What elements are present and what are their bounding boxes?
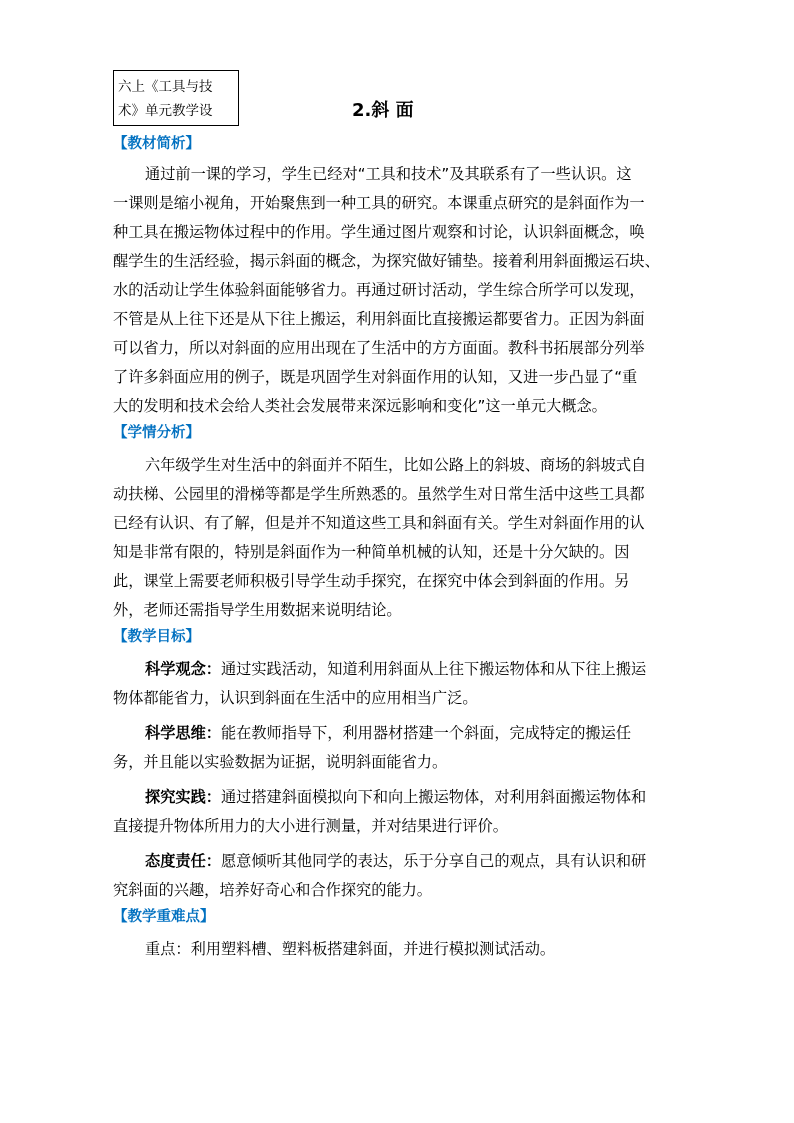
goal-text: 物体都能省力，认识到斜面在生活中的应用相当广泛。 (113, 689, 478, 707)
lesson-title: 2.斜 面 (352, 100, 414, 121)
goal-label: 探究实践： (145, 788, 221, 806)
text-line: 外，老师还需指导学生用数据来说明结论。 (113, 601, 402, 619)
goal-text: 通过实践活动，知道利用斜面从上往下搬运物体和从下往上搬运 (220, 660, 647, 678)
paragraph-analysis (113, 160, 685, 421)
goal-text: 直接提升物体所用力的大小进行测量，并对结果进行评价。 (113, 817, 508, 835)
goal-text: 通过搭建斜面模拟向下和向上搬运物体，对利用斜面搬运物体和 (220, 788, 647, 806)
text-line: 知是非常有限的，特别是斜面作为一种简单机械的认知，还是十分欠缺的。因 (113, 543, 630, 561)
goal-text: 究斜面的兴趣，培养好奇心和合作探究的能力。 (113, 881, 432, 899)
goal-label: 科学观念： (145, 660, 221, 678)
goal-item (113, 655, 685, 713)
section-heading-keypoints: 【教学重难点】 (113, 909, 215, 925)
text-line: 通过前一课的学习，学生已经对“工具和技术”及其联系有了一些认识。这 (145, 165, 632, 183)
text-line: 已经有认识、有了解，但是并不知道这些工具和斜面有关。学生对斜面作用的认 (113, 514, 645, 532)
text-line: 了许多斜面应用的例子，既是巩固学生对斜面作用的认知，又进一步凸显了“重 (113, 368, 638, 386)
text-line: 种工具在搬运物体过程中的作用。学生通过图片观察和讨论，认识斜面概念，唤 (113, 223, 645, 241)
text-line: 水的活动让学生体验斜面能够省力。再通过研讨活动，学生综合所学可以发现， (113, 281, 645, 299)
section-heading-analysis: 【教材简析】 (113, 136, 200, 152)
text-line: 一课则是缩小视角，开始聚焦到一种工具的研究。本课重点研究的是斜面作为一 (113, 194, 645, 212)
section-heading-goals: 【教学目标】 (113, 629, 200, 645)
text-line: 六年级学生对生活中的斜面并不陌生，比如公路上的斜坡、商场的斜坡式自 (145, 456, 647, 474)
text-line: 动扶梯、公园里的滑梯等都是学生所熟悉的。虽然学生对日常生活中这些工具都 (113, 485, 645, 503)
text-line: 不管是从上往下还是从下往上搬运，利用斜面比直接搬运都要省力。正因为斜面 (113, 310, 645, 328)
text-line: 重点：利用塑料槽、塑料板搭建斜面，并进行模拟测试活动。 (145, 940, 556, 958)
unit-label-line-1: 六上《工具与技 (118, 79, 213, 95)
goal-label: 态度责任： (145, 852, 221, 870)
goal-text: 能在教师指导下，利用器材搭建一个斜面，完成特定的搬运任 (220, 724, 631, 742)
unit-label-line-2: 术》单元教学设 (118, 103, 213, 119)
text-line: 醒学生的生活经验，揭示斜面的概念，为探究做好铺垫。接着利用斜面搬运石块、 (113, 252, 660, 270)
text-line: 大的发明和技术会给人类社会发展带来深远影响和变化”这一单元大概念。 (113, 397, 607, 415)
goal-text: 务，并且能以实验数据为证据，说明斜面能省力。 (113, 753, 448, 771)
paragraph-students (113, 451, 685, 625)
unit-label-box (113, 70, 239, 126)
text-line: 可以省力，所以对斜面的应用出现在了生活中的方方面面。教科书拓展部分列举 (113, 339, 645, 357)
paragraph-keypoints (113, 935, 685, 964)
goal-text: 愿意倾听其他同学的表达，乐于分享自己的观点，具有认识和研 (220, 852, 647, 870)
goal-item (113, 719, 685, 777)
goal-item (113, 847, 685, 905)
goal-item (113, 783, 685, 841)
document-body (113, 132, 685, 964)
text-line: 此，课堂上需要老师积极引导学生动手探究，在探究中体会到斜面的作用。另 (113, 572, 630, 590)
goal-label: 科学思维： (145, 724, 221, 742)
goals-list (113, 655, 685, 905)
section-heading-students: 【学情分析】 (113, 425, 200, 441)
